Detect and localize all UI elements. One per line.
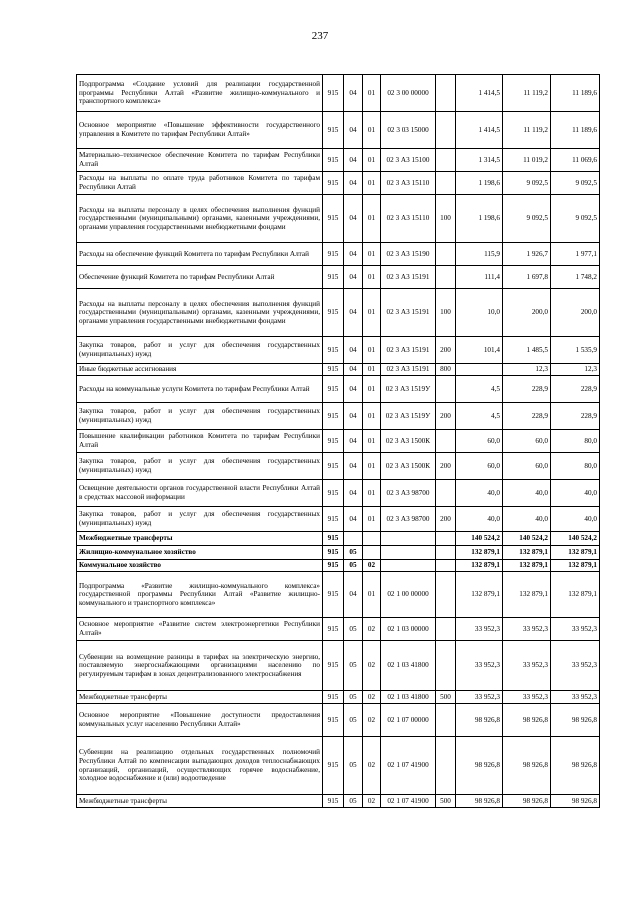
row-sum-3: 1 748,2: [551, 266, 600, 289]
row-name: Расходы на обеспечение функций Комитета по тарифам Республики Алтай: [77, 243, 323, 266]
row-vr: 500: [436, 691, 456, 704]
row-pr: 01: [363, 243, 381, 266]
row-ved: 915: [323, 337, 344, 364]
row-name: Повышение квалификации работников Комитета по тарифам Республики Алтай: [77, 430, 323, 453]
row-sum-1: [456, 364, 503, 376]
row-vr: [436, 430, 456, 453]
row-vr: [436, 532, 456, 546]
table-row: [77, 737, 600, 795]
row-name: Основное мероприятие «Повышение доступности предоставления коммунальных услуг населению Республики Алтай»: [77, 704, 323, 737]
row-csr: 02 3 А3 15110: [381, 195, 436, 243]
row-sum-1: 1 314,5: [456, 149, 503, 172]
row-ved: 915: [323, 403, 344, 430]
row-sum-2: 98 926,8: [503, 795, 551, 808]
table-body: [77, 75, 600, 808]
row-csr: 02 3 А3 15100: [381, 149, 436, 172]
table-row: [77, 572, 600, 618]
row-rz: 04: [344, 172, 363, 195]
row-sum-3: 11 189,6: [551, 112, 600, 149]
row-rz: 04: [344, 572, 363, 618]
row-sum-1: 98 926,8: [456, 704, 503, 737]
row-csr: 02 1 07 41900: [381, 795, 436, 808]
row-pr: 01: [363, 364, 381, 376]
row-sum-1: 111,4: [456, 266, 503, 289]
row-sum-1: 60,0: [456, 453, 503, 480]
row-sum-2: 200,0: [503, 289, 551, 337]
row-rz: 04: [344, 453, 363, 480]
row-pr: 01: [363, 266, 381, 289]
row-sum-2: 132 879,1: [503, 546, 551, 560]
row-csr: 02 3 А3 15191: [381, 289, 436, 337]
row-vr: [436, 480, 456, 507]
row-pr: 01: [363, 572, 381, 618]
row-sum-3: 11 189,6: [551, 75, 600, 112]
table-row: [77, 376, 600, 403]
row-vr: 800: [436, 364, 456, 376]
row-rz: 04: [344, 403, 363, 430]
row-name: Межбюджетные трансферты: [77, 691, 323, 704]
row-vr: [436, 641, 456, 691]
row-sum-1: 101,4: [456, 337, 503, 364]
row-vr: [436, 266, 456, 289]
row-name: Основное мероприятие «Повышение эффективности государственного управления в Комитете по тарифам Республики Алтай»: [77, 112, 323, 149]
row-vr: [436, 618, 456, 641]
row-sum-3: 228,9: [551, 376, 600, 403]
row-vr: [436, 112, 456, 149]
row-name: Расходы на выплаты персоналу в целях обеспечения выполнения функций государственными (муниципальными) органами, казенными учреждениями, органами управления государственными внебюджетными фондами: [77, 195, 323, 243]
row-vr: [436, 376, 456, 403]
table-row: [77, 795, 600, 808]
row-name: Расходы на выплаты по оплате труда работников Комитета по тарифам Республики Алтай: [77, 172, 323, 195]
table-row: [77, 704, 600, 737]
row-csr: 02 3 А3 98700: [381, 480, 436, 507]
row-csr: 02 3 А3 1519У: [381, 403, 436, 430]
row-name: Субвенции на реализацию отдельных государственных полномочий Республики Алтай по компенсации выпадающих доходов теплоснабжающих организаций, организаций, осуществляющих горячее водоснабжение, холодное водоснабжение и (или) водоотведение: [77, 737, 323, 795]
row-vr: [436, 75, 456, 112]
row-pr: 01: [363, 75, 381, 112]
row-sum-1: 33 952,3: [456, 618, 503, 641]
row-vr: 200: [436, 507, 456, 532]
row-pr: [363, 546, 381, 560]
row-csr: 02 1 03 00000: [381, 618, 436, 641]
row-ved: 915: [323, 172, 344, 195]
row-sum-3: 11 069,6: [551, 149, 600, 172]
row-pr: 01: [363, 112, 381, 149]
row-sum-2: 40,0: [503, 507, 551, 532]
row-sum-3: 132 879,1: [551, 546, 600, 560]
row-ved: 915: [323, 430, 344, 453]
row-csr: 02 1 03 41800: [381, 641, 436, 691]
row-ved: 915: [323, 795, 344, 808]
row-sum-2: 33 952,3: [503, 641, 551, 691]
row-sum-2: 98 926,8: [503, 737, 551, 795]
row-ved: 915: [323, 149, 344, 172]
row-name: Коммунальное хозяйство: [77, 560, 323, 572]
row-csr: [381, 546, 436, 560]
row-name: Обеспечение функций Комитета по тарифам Республики Алтай: [77, 266, 323, 289]
row-ved: 915: [323, 641, 344, 691]
row-sum-1: 33 952,3: [456, 641, 503, 691]
table-row: [77, 546, 600, 560]
table-row: [77, 641, 600, 691]
row-sum-3: 228,9: [551, 403, 600, 430]
row-name: Субвенции на возмещение разницы в тарифах на электрическую энергию, поставляемую энергоснабжающими организациями населению по регулируемым тарифам в зонах децентрализованного электроснабжения: [77, 641, 323, 691]
row-sum-1: 98 926,8: [456, 737, 503, 795]
row-sum-2: 33 952,3: [503, 691, 551, 704]
row-sum-2: 60,0: [503, 453, 551, 480]
row-sum-2: 60,0: [503, 430, 551, 453]
row-ved: 915: [323, 480, 344, 507]
row-vr: [436, 243, 456, 266]
row-sum-3: 140 524,2: [551, 532, 600, 546]
row-sum-2: 9 092,5: [503, 172, 551, 195]
table-row: [77, 480, 600, 507]
row-ved: 915: [323, 737, 344, 795]
row-pr: 01: [363, 337, 381, 364]
row-rz: [344, 532, 363, 546]
table-row: [77, 618, 600, 641]
row-name: Освещение деятельности органов государственной власти Республики Алтай в средствах массовой информации: [77, 480, 323, 507]
row-ved: 915: [323, 453, 344, 480]
row-pr: 01: [363, 376, 381, 403]
row-name: Закупка товаров, работ и услуг для обеспечения государственных (муниципальных) нужд: [77, 337, 323, 364]
row-sum-1: 1 198,6: [456, 172, 503, 195]
row-sum-3: 33 952,3: [551, 641, 600, 691]
row-csr: 02 3 А3 15191: [381, 364, 436, 376]
row-rz: 05: [344, 618, 363, 641]
row-rz: 05: [344, 546, 363, 560]
row-ved: 915: [323, 243, 344, 266]
row-name: Жилищно-коммунальное хозяйство: [77, 546, 323, 560]
row-sum-2: 132 879,1: [503, 572, 551, 618]
row-ved: 915: [323, 364, 344, 376]
row-ved: 915: [323, 75, 344, 112]
row-sum-3: 40,0: [551, 507, 600, 532]
table-row: [77, 337, 600, 364]
row-rz: 05: [344, 704, 363, 737]
row-vr: 100: [436, 195, 456, 243]
row-pr: 02: [363, 641, 381, 691]
row-name: Расходы на выплаты персоналу в целях обеспечения выполнения функций государственными (муниципальными) органами, казенными учреждениями, органами управления государственными внебюджетными фондами: [77, 289, 323, 337]
table-row: [77, 364, 600, 376]
row-sum-2: 9 092,5: [503, 195, 551, 243]
row-sum-1: 132 879,1: [456, 560, 503, 572]
row-vr: [436, 149, 456, 172]
row-rz: 04: [344, 266, 363, 289]
row-ved: 915: [323, 572, 344, 618]
row-sum-1: 132 879,1: [456, 546, 503, 560]
row-sum-2: 1 926,7: [503, 243, 551, 266]
row-sum-3: 200,0: [551, 289, 600, 337]
row-sum-3: 40,0: [551, 480, 600, 507]
row-pr: 02: [363, 704, 381, 737]
page-number: 237: [311, 30, 329, 42]
row-pr: 01: [363, 453, 381, 480]
row-sum-1: 4,5: [456, 403, 503, 430]
row-csr: 02 3 А3 15191: [381, 337, 436, 364]
table-row: [77, 112, 600, 149]
row-name: Подпрограмма «Создание условий для реализации государственной программы Республики Алтай «Развитие жилищно-коммунального и транспортного комплекса»: [77, 75, 323, 112]
row-sum-1: 40,0: [456, 480, 503, 507]
row-sum-2: 1 485,5: [503, 337, 551, 364]
row-ved: 915: [323, 376, 344, 403]
row-pr: 01: [363, 195, 381, 243]
row-vr: [436, 546, 456, 560]
row-sum-2: 98 926,8: [503, 704, 551, 737]
row-name: Межбюджетные трансферты: [77, 795, 323, 808]
row-ved: 915: [323, 289, 344, 337]
row-sum-2: 228,9: [503, 376, 551, 403]
row-pr: 02: [363, 737, 381, 795]
row-vr: [436, 560, 456, 572]
row-rz: 04: [344, 195, 363, 243]
row-csr: 02 3 А3 1500К: [381, 430, 436, 453]
row-pr: 01: [363, 480, 381, 507]
row-ved: 915: [323, 507, 344, 532]
row-name: Подпрограмма «Развитие жилищно-коммунального комплекса» государственной программы Республики Алтай «Развитие жилищно-коммунального и транспортного комплекса»: [77, 572, 323, 618]
row-name: Расходы на коммунальные услуги Комитета по тарифам Республики Алтай: [77, 376, 323, 403]
row-sum-1: 10,0: [456, 289, 503, 337]
row-sum-3: 33 952,3: [551, 691, 600, 704]
table-row: [77, 532, 600, 546]
row-sum-3: 98 926,8: [551, 737, 600, 795]
table-row: [77, 172, 600, 195]
row-vr: 500: [436, 795, 456, 808]
row-csr: 02 1 07 00000: [381, 704, 436, 737]
row-rz: 05: [344, 560, 363, 572]
row-vr: 200: [436, 337, 456, 364]
row-rz: 04: [344, 507, 363, 532]
row-rz: 04: [344, 364, 363, 376]
row-rz: 04: [344, 289, 363, 337]
row-pr: 01: [363, 149, 381, 172]
row-sum-2: 228,9: [503, 403, 551, 430]
row-rz: 05: [344, 641, 363, 691]
row-pr: 01: [363, 403, 381, 430]
row-sum-3: 98 926,8: [551, 704, 600, 737]
row-sum-1: 132 879,1: [456, 572, 503, 618]
row-pr: [363, 532, 381, 546]
table-row: [77, 149, 600, 172]
row-sum-1: 140 524,2: [456, 532, 503, 546]
row-sum-2: 1 697,8: [503, 266, 551, 289]
row-csr: 02 3 А3 1500К: [381, 453, 436, 480]
row-sum-3: 33 952,3: [551, 618, 600, 641]
row-ved: 915: [323, 546, 344, 560]
row-name: Межбюджетные трансферты: [77, 532, 323, 546]
row-pr: 01: [363, 172, 381, 195]
row-csr: 02 3 А3 15191: [381, 266, 436, 289]
row-vr: 100: [436, 289, 456, 337]
row-sum-2: 12,3: [503, 364, 551, 376]
row-name: Закупка товаров, работ и услуг для обеспечения государственных (муниципальных) нужд: [77, 507, 323, 532]
row-sum-1: 115,9: [456, 243, 503, 266]
row-rz: 04: [344, 480, 363, 507]
row-sum-3: 80,0: [551, 430, 600, 453]
row-pr: 01: [363, 507, 381, 532]
row-rz: 05: [344, 795, 363, 808]
row-csr: 02 3 А3 15110: [381, 172, 436, 195]
table-row: [77, 691, 600, 704]
row-vr: [436, 572, 456, 618]
row-sum-3: 80,0: [551, 453, 600, 480]
row-ved: 915: [323, 704, 344, 737]
table-row: [77, 289, 600, 337]
row-rz: 05: [344, 691, 363, 704]
row-sum-1: 33 952,3: [456, 691, 503, 704]
row-csr: [381, 532, 436, 546]
row-vr: [436, 737, 456, 795]
row-pr: 01: [363, 430, 381, 453]
row-csr: [381, 560, 436, 572]
row-sum-3: 1 535,9: [551, 337, 600, 364]
row-sum-3: 9 092,5: [551, 195, 600, 243]
row-csr: 02 1 00 00000: [381, 572, 436, 618]
row-rz: 04: [344, 376, 363, 403]
row-sum-2: 40,0: [503, 480, 551, 507]
row-ved: 915: [323, 691, 344, 704]
row-csr: 02 1 07 41900: [381, 737, 436, 795]
row-sum-1: 60,0: [456, 430, 503, 453]
table-row: [77, 453, 600, 480]
row-ved: 915: [323, 266, 344, 289]
table-row: [77, 430, 600, 453]
row-pr: 02: [363, 560, 381, 572]
row-vr: 200: [436, 453, 456, 480]
row-pr: 01: [363, 289, 381, 337]
row-ved: 915: [323, 195, 344, 243]
row-name: Закупка товаров, работ и услуг для обеспечения государственных (муниципальных) нужд: [77, 403, 323, 430]
row-csr: 02 3 03 15000: [381, 112, 436, 149]
row-sum-3: 9 092,5: [551, 172, 600, 195]
table-row: [77, 560, 600, 572]
row-vr: [436, 172, 456, 195]
row-ved: 915: [323, 532, 344, 546]
table-row: [77, 75, 600, 112]
row-rz: 04: [344, 430, 363, 453]
row-sum-1: 1 198,6: [456, 195, 503, 243]
row-sum-2: 11 119,2: [503, 112, 551, 149]
row-sum-2: 140 524,2: [503, 532, 551, 546]
row-csr: 02 3 А3 98700: [381, 507, 436, 532]
row-vr: 200: [436, 403, 456, 430]
row-sum-3: 132 879,1: [551, 572, 600, 618]
row-vr: [436, 704, 456, 737]
row-name: Иные бюджетные ассигнования: [77, 364, 323, 376]
row-sum-3: 98 926,8: [551, 795, 600, 808]
row-sum-1: 98 926,8: [456, 795, 503, 808]
row-sum-2: 132 879,1: [503, 560, 551, 572]
row-rz: 04: [344, 112, 363, 149]
row-csr: 02 3 00 00000: [381, 75, 436, 112]
row-sum-2: 11 019,2: [503, 149, 551, 172]
row-sum-1: 4,5: [456, 376, 503, 403]
table-row: [77, 195, 600, 243]
row-sum-2: 11 119,2: [503, 75, 551, 112]
row-rz: 04: [344, 337, 363, 364]
table-row: [77, 403, 600, 430]
row-pr: 02: [363, 795, 381, 808]
row-sum-3: 12,3: [551, 364, 600, 376]
row-name: Основное мероприятие «Развитие систем электроэнергетики Республики Алтай»: [77, 618, 323, 641]
table-row: [77, 266, 600, 289]
row-csr: 02 3 А3 1519У: [381, 376, 436, 403]
table-row: [77, 507, 600, 532]
row-pr: 02: [363, 691, 381, 704]
row-sum-1: 1 414,5: [456, 75, 503, 112]
row-sum-1: 40,0: [456, 507, 503, 532]
row-csr: 02 1 03 41800: [381, 691, 436, 704]
row-rz: 04: [344, 243, 363, 266]
row-sum-3: 1 977,1: [551, 243, 600, 266]
row-csr: 02 3 А3 15190: [381, 243, 436, 266]
row-rz: 04: [344, 149, 363, 172]
row-sum-2: 33 952,3: [503, 618, 551, 641]
row-ved: 915: [323, 618, 344, 641]
row-sum-3: 132 879,1: [551, 560, 600, 572]
row-ved: 915: [323, 560, 344, 572]
table-row: [77, 243, 600, 266]
row-ved: 915: [323, 112, 344, 149]
row-pr: 02: [363, 618, 381, 641]
row-rz: 05: [344, 737, 363, 795]
row-name: Закупка товаров, работ и услуг для обеспечения государственных (муниципальных) нужд: [77, 453, 323, 480]
row-name: Материально–техническое обеспечение Комитета по тарифам Республики Алтай: [77, 149, 323, 172]
row-rz: 04: [344, 75, 363, 112]
budget-table: [76, 74, 600, 808]
row-sum-1: 1 414,5: [456, 112, 503, 149]
